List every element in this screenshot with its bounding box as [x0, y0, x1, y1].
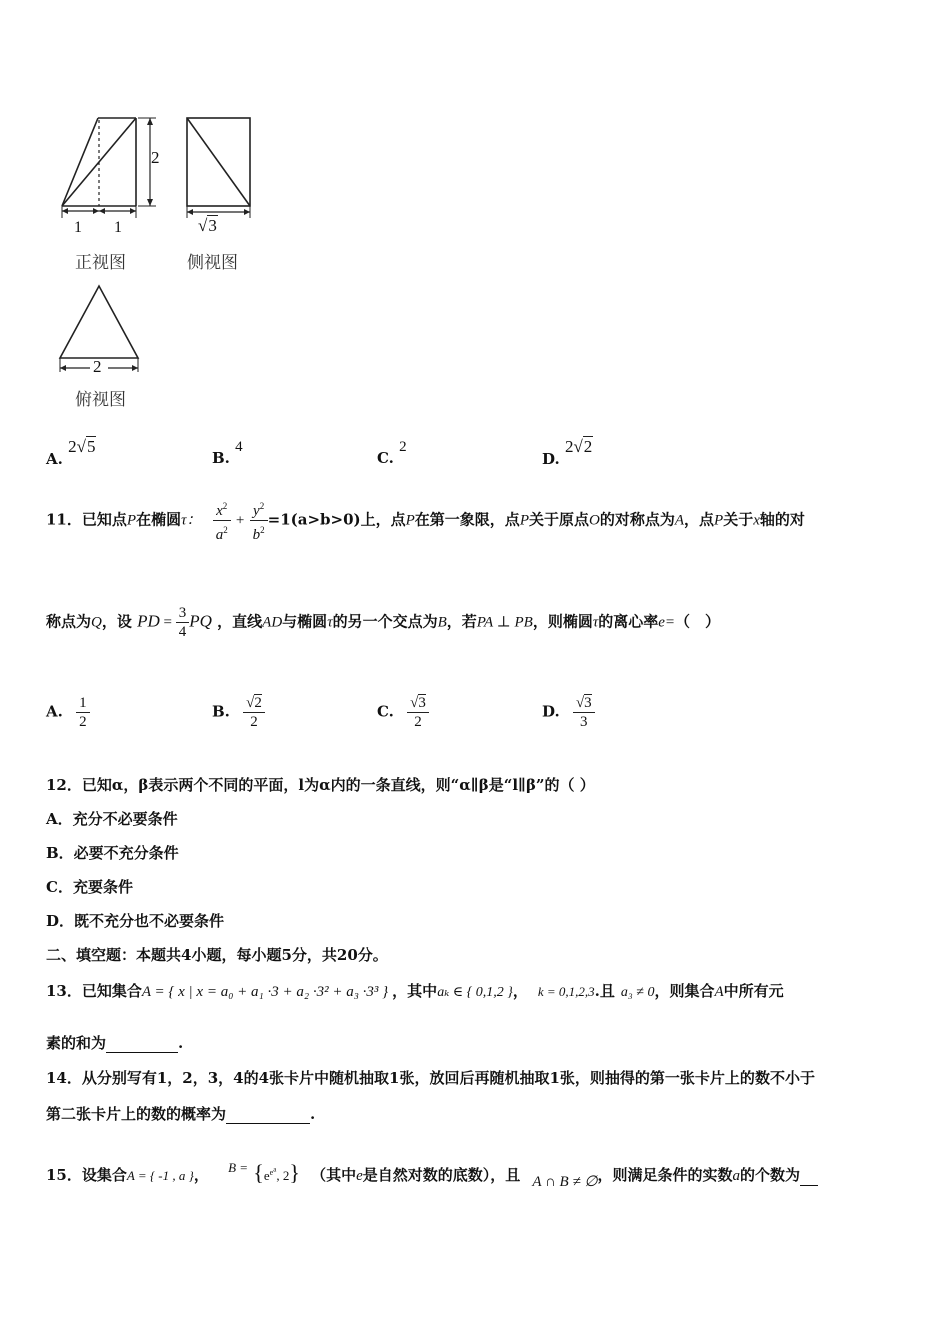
section-heading: 二、填空题：本题共4小题，每小题5分，共20分。	[46, 946, 388, 964]
q11-option-c[interactable]: C. $\frac{√3}{2}$	[377, 694, 429, 731]
q14-answer-blank[interactable]	[226, 1107, 310, 1124]
q11-option-d[interactable]: D. $\frac{√3}{3}$	[542, 694, 595, 731]
side-view-label: 侧视图	[187, 253, 238, 273]
q14-line2: 第二张卡片上的数的概率为 .	[46, 1105, 316, 1123]
q11-line1: 11．已知点P在椭圆τ： $\frac{x^2}{a^2}$ + $\frac{y^2}{b^2}$ =1(a>b>0)上，点P在第一象限，点P关于原点O的对称点为A，点P关于x轴的对	[46, 497, 805, 544]
option-letter: A.	[46, 450, 63, 468]
q15-answer-blank[interactable]	[800, 1169, 818, 1186]
q10-option-a[interactable]: A. 2√5	[46, 437, 96, 468]
q14-line1: 14．从分别写有1，2，3，4的4张卡片中随机抽取1张，放回后再随机抽取1张，则抽得的第一张卡片上的数不小于	[46, 1069, 815, 1087]
q13-answer-blank[interactable]	[106, 1036, 178, 1053]
q10-option-b[interactable]: B. 4	[212, 439, 243, 467]
top-view-label: 俯视图	[75, 390, 126, 410]
front-dim-right: 1	[114, 219, 122, 236]
q10-option-d[interactable]: D. 2√2	[542, 437, 593, 468]
option-letter: D.	[542, 450, 560, 468]
q12-option-c[interactable]: C．充要条件	[46, 878, 133, 896]
q11-option-a[interactable]: A. $\frac{1}{2}$	[46, 694, 90, 731]
front-dim-height: 2	[151, 148, 160, 167]
q13-line2: 素的和为 .	[46, 1034, 184, 1052]
q12-option-d[interactable]: D．既不充分也不必要条件	[46, 912, 225, 930]
q13-line1: 13．已知集合A = { x | x = a₀ + a₁ ·3 + a₂ ·3² + a₃ ·3³ } ，其中aₖ ∈ { 0,1,2 }， k = 0,1,2,3.且 a₃ ≠ 0，则集合A中所有元	[46, 982, 784, 1000]
front-dim-left: 1	[74, 219, 82, 236]
q12-option-b[interactable]: B．必要不充分条件	[46, 844, 179, 862]
side-view-figure	[180, 110, 260, 225]
option-letter: C.	[377, 449, 394, 467]
q11-line2: 称点为Q，设 PD = $\frac{3}{4}$ PQ ，直线AD与椭圆τ的另一个交点为B，若PA ⊥ PB，则椭圆τ的离心率e=（ ）	[46, 605, 721, 640]
front-view-label: 正视图	[75, 253, 126, 273]
q15-line: 15．设集合A = { -1 , a }， $B = \{e^{e^a}$, 2} （其中e是自然对数的底数），且 A ∩ B ≠ ∅，则满足条件的实数a的个数为	[46, 1160, 818, 1186]
q12-option-a[interactable]: A．充分不必要条件	[46, 810, 178, 828]
q12-stem: 12．已知α，β表示两个不同的平面，l为α内的一条直线，则“α∥β是“l∥β”的（ ）	[46, 776, 595, 794]
q10-option-c[interactable]: C. 2	[377, 439, 407, 467]
side-dim: √3	[198, 216, 217, 235]
option-letter: B.	[212, 449, 230, 467]
q11-option-b[interactable]: B. $\frac{√2}{2}$	[212, 694, 265, 731]
top-dim: 2	[93, 357, 102, 376]
